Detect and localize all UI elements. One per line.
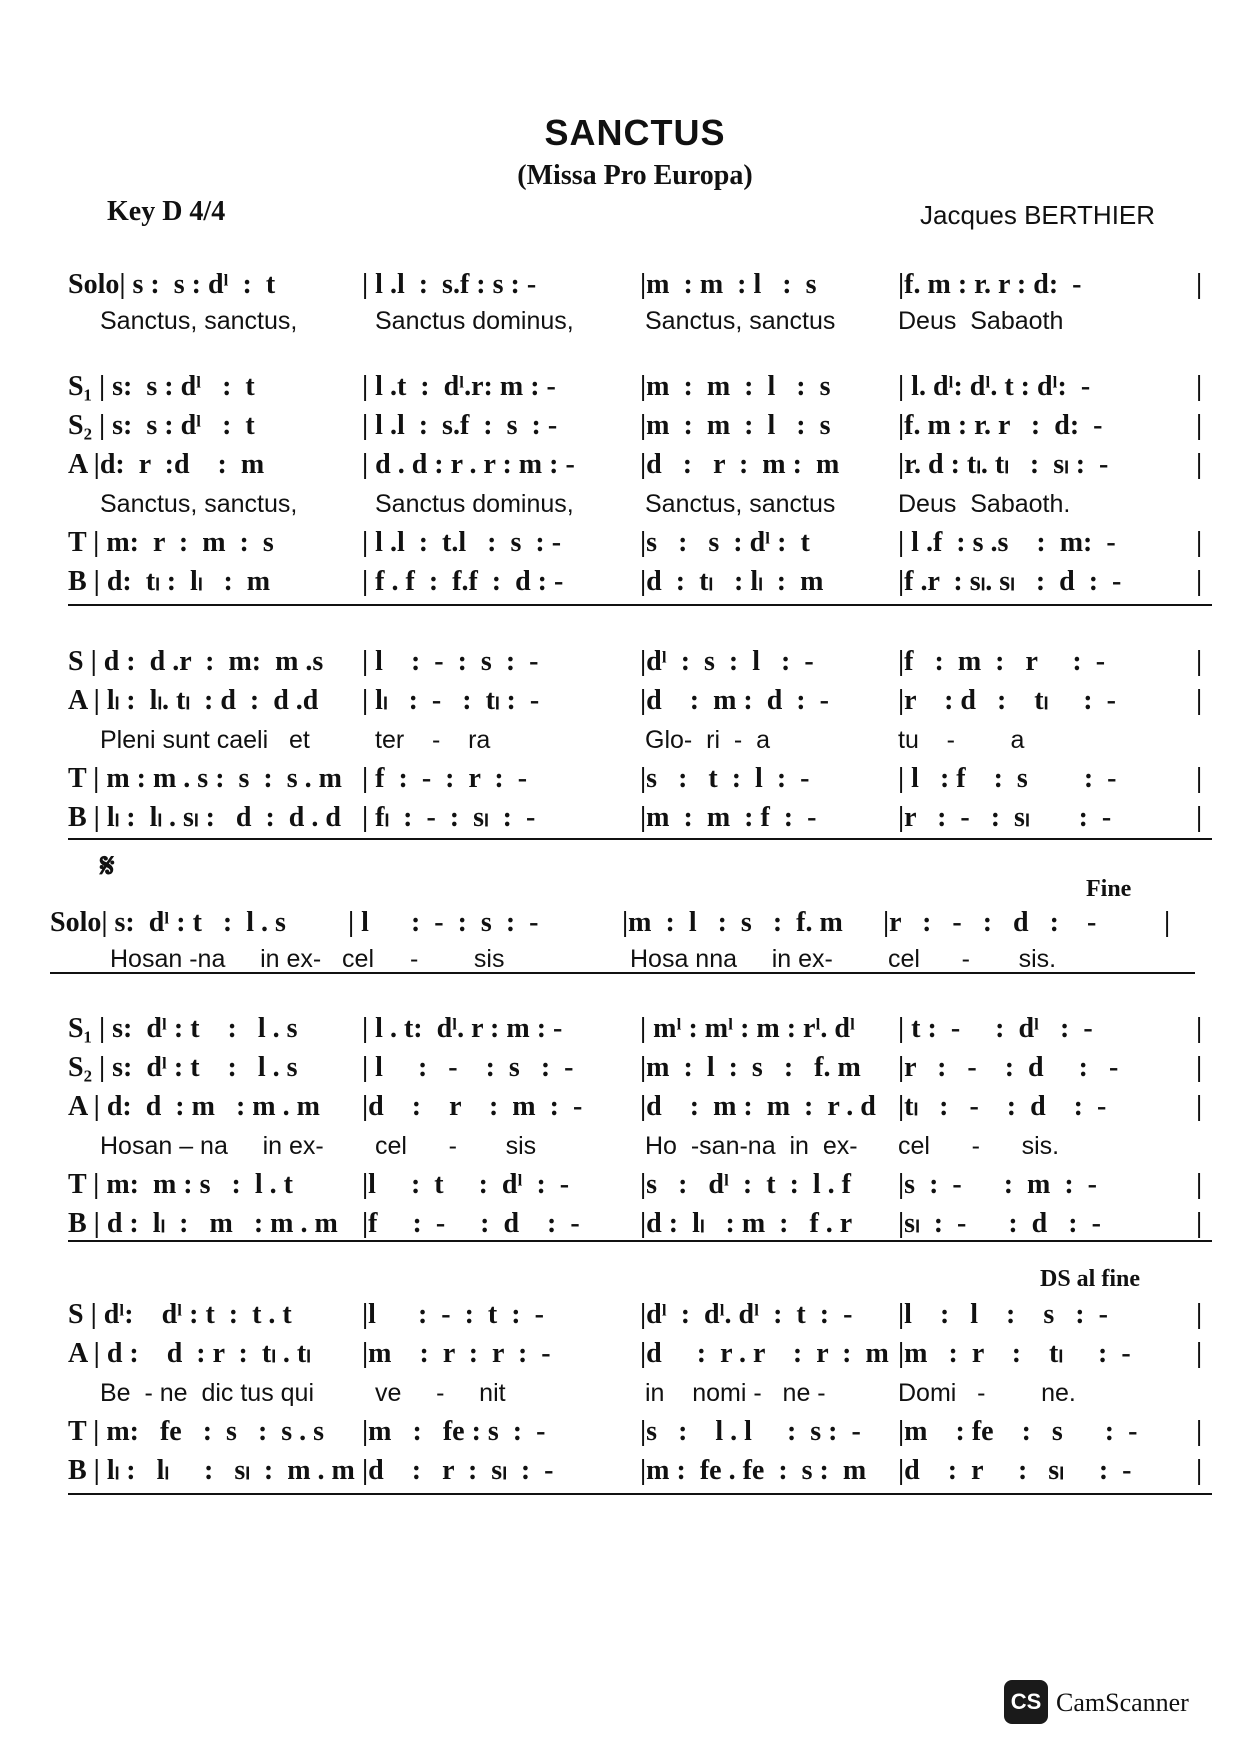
measure: |f .r : sₗ. sₗ : d : - [898, 566, 1122, 597]
lyric-segment: Sanctus dominus, [375, 307, 574, 335]
measure: | l .l : t.l : s : - [362, 527, 562, 558]
measure: |m : fe : s : - [362, 1416, 546, 1447]
measure: |l : l : s : - [898, 1299, 1108, 1330]
measure: |d : r : m : m [640, 449, 840, 480]
camscanner-label: CamScanner [1056, 1688, 1189, 1717]
measure: |s : t : l : - [640, 763, 810, 794]
measure: | [1196, 1299, 1203, 1330]
measure: |r : d : tₗ : - [898, 685, 1116, 716]
voice-line [0, 268, 1240, 302]
measure: |f. m : r. r : d: - [898, 269, 1082, 300]
lyric-segment: Hosa nna in ex- [630, 945, 833, 973]
measure: | [1196, 269, 1203, 300]
measure: |m : l : s : f. m [622, 907, 843, 938]
measure: |f. m : r. r : d: - [898, 410, 1103, 441]
lyric-segment: ve - nit [375, 1379, 506, 1407]
measure: | l .t : dˡ.r: m : - [362, 371, 556, 402]
voice-line [0, 1415, 1240, 1449]
voice-line [0, 1012, 1240, 1046]
voice-line [0, 526, 1240, 560]
measure: |r : - : d : - [898, 1052, 1119, 1083]
fine-mark: Fine [1086, 876, 1132, 902]
voice-line [0, 645, 1240, 679]
lyric-segment: Sanctus, sanctus, [100, 490, 298, 518]
measure: |sₗ : - : d : - [898, 1208, 1101, 1239]
measure: |s : dˡ : t : l . f [640, 1169, 851, 1200]
key-signature: Key D 4/4 [107, 196, 226, 227]
measure: B | d: tₗ : lₗ : m [68, 566, 271, 597]
page-title: SANCTUS [544, 112, 726, 153]
measure: | l . t: dˡ. r : m : - [362, 1013, 563, 1044]
lyrics-line [0, 304, 1240, 338]
voice-line [0, 1090, 1240, 1124]
measure: | l .l : s.f : s : - [362, 269, 537, 300]
measure: S₁ | s: dˡ : t : l . s [68, 1013, 298, 1044]
measure: |m : m : l : s [640, 269, 817, 300]
measure: S₂ | s: s : dˡ : t [68, 410, 255, 441]
measure: |dˡ : s : l : - [640, 646, 814, 677]
measure: A | d: d : m : m . m [68, 1091, 320, 1122]
voice-line [0, 370, 1240, 404]
measure: | l : f : s : - [898, 763, 1117, 794]
measure: B | lₗ : lₗ . sₗ : d : d . d [68, 802, 341, 833]
measure: S₂ | s: dˡ : t : l . s [68, 1052, 298, 1083]
measure: |f : m : r : - [898, 646, 1106, 677]
lyric-segment: cel - sis. [888, 945, 1057, 973]
measure: A | lₗ : lₗ. tₗ : d : d .d [68, 685, 319, 716]
lyric-segment: Deus Sabaoth [898, 307, 1064, 335]
lyric-segment: in nomi - ne - [645, 1379, 826, 1407]
voice-line [0, 409, 1240, 443]
measure: |m : l : s : f. m [640, 1052, 861, 1083]
lyrics-line [0, 942, 1240, 976]
measure: |s : s : dˡ : t [640, 527, 810, 558]
measure: | l : - : s : - [362, 646, 539, 677]
measure: A |d: r :d : m [68, 449, 265, 480]
lyric-segment: - sis [410, 945, 505, 973]
measure: |d : r : sₗ : - [362, 1455, 554, 1486]
measure: |s : l . l : s : - [640, 1416, 861, 1447]
measure: Solo| s : s : dˡ : t [68, 269, 276, 300]
measure: | [1196, 1091, 1203, 1122]
measure: | [1196, 566, 1203, 597]
measure: | [1196, 1169, 1203, 1200]
measure: |d : r . r : r : m [640, 1338, 889, 1369]
lyric-segment: Sanctus dominus, [375, 490, 574, 518]
lyric-segment: Deus Sabaoth. [898, 490, 1071, 518]
ds-al-fine-mark: DS al fine [1040, 1266, 1141, 1292]
measure: |m : m : l : s [640, 371, 831, 402]
system-divider [68, 838, 1212, 840]
measure: S | d : d .r : m: m .s [68, 646, 324, 677]
voice-line [0, 565, 1240, 599]
lyric-segment: cel - sis [375, 1132, 537, 1160]
measure: | [1196, 1052, 1203, 1083]
measure: B | d : lₗ : m : m . m [68, 1208, 338, 1239]
measure: |m : fe : s : - [898, 1416, 1138, 1447]
measure: | [1196, 763, 1203, 794]
measure: T | m: m : s : l . t [68, 1169, 293, 1200]
lyric-segment: Sanctus, sanctus, [100, 307, 298, 335]
lyrics-line [0, 723, 1240, 757]
measure: A | d : d : r : tₗ . tₗ [68, 1338, 311, 1369]
measure: |l : - : t : - [362, 1299, 544, 1330]
lyric-segment: Pleni sunt caeli et [100, 726, 310, 754]
lyric-segment: Hosan – na in ex- [100, 1132, 324, 1160]
measure: |d : m : d : - [640, 685, 829, 716]
measure: | l .f : s .s : m: - [898, 527, 1116, 558]
measure: | fₗ : - : sₗ : - [362, 802, 536, 833]
measure: | [1164, 907, 1171, 938]
voice-line [0, 801, 1240, 835]
measure: | [1196, 527, 1203, 558]
measure: | l .l : s.f : s : - [362, 410, 558, 441]
measure: | [1196, 410, 1203, 441]
measure: | [1196, 449, 1203, 480]
measure: S₁ | s: s : dˡ : t [68, 371, 255, 402]
measure: | [1196, 802, 1203, 833]
voice-line [0, 1051, 1240, 1085]
measure: S | dˡ: dˡ : t : t . t [68, 1299, 292, 1330]
lyrics-line [0, 1129, 1240, 1163]
voice-line [0, 762, 1240, 796]
voice-line [0, 684, 1240, 718]
voice-line [0, 1207, 1240, 1241]
measure: | [1196, 685, 1203, 716]
measure: | [1196, 646, 1203, 677]
measure: |m : r : tₗ : - [898, 1338, 1131, 1369]
measure: T | m: fe : s : s . s [68, 1416, 325, 1447]
lyric-segment: ter - ra [375, 726, 491, 754]
measure: | [1196, 371, 1203, 402]
measure: | [1196, 1338, 1203, 1369]
lyric-segment: tu - a [898, 726, 1025, 754]
segno-mark: 𝄋 [100, 848, 115, 885]
camscanner-logo: CS [1004, 1680, 1048, 1724]
measure: | d . d : r . r : m : - [362, 449, 575, 480]
voice-line [0, 1298, 1240, 1332]
measure: |d : r : m : - [362, 1091, 583, 1122]
lyric-segment: Domi - ne. [898, 1379, 1076, 1407]
measure: | [1196, 1013, 1203, 1044]
measure: |r. d : tₗ. tₗ : sₗ : - [898, 449, 1109, 480]
lyric-segment: Be - ne dic tus qui [100, 1379, 315, 1407]
lyric-segment: Ho -san-na in ex- [645, 1132, 858, 1160]
measure: |m : fe . fe : s : m [640, 1455, 867, 1486]
measure: | l. dˡ: dˡ. t : dˡ: - [898, 371, 1091, 402]
measure: | t : - : dˡ : - [898, 1013, 1093, 1044]
voice-line [0, 906, 1240, 940]
system-divider [68, 604, 1212, 606]
measure: |m : m : f : - [640, 802, 817, 833]
page-subtitle: (Missa Pro Europa) [517, 160, 753, 191]
measure: | [1196, 1416, 1203, 1447]
measure: | lₗ : - : tₗ : - [362, 685, 540, 716]
system-divider [68, 1493, 1212, 1495]
measure: |m : r : r : - [362, 1338, 551, 1369]
measure: | mˡ : mˡ : m : rˡ. dˡ [640, 1013, 855, 1044]
measure: |f : - : d : - [362, 1208, 580, 1239]
lyrics-line [0, 487, 1240, 521]
system-divider [68, 1240, 1212, 1242]
measure: |r : - : sₗ : - [898, 802, 1112, 833]
measure: | [1196, 1208, 1203, 1239]
system-divider [50, 972, 1195, 974]
measure: |tₗ : - : d : - [898, 1091, 1107, 1122]
measure: T | m : m . s : s : s . m [68, 763, 342, 794]
measure: |dˡ : dˡ. dˡ : t : - [640, 1299, 853, 1330]
measure: |d : r : sₗ : - [898, 1455, 1132, 1486]
measure: | f : - : r : - [362, 763, 528, 794]
measure: |d : lₗ : m : f . r [640, 1208, 853, 1239]
voice-line [0, 1168, 1240, 1202]
measure: T | m: r : m : s [68, 527, 274, 558]
measure: | [1196, 1455, 1203, 1486]
measure: |r : - : d : - [883, 907, 1097, 938]
composer: Jacques BERTHIER [920, 200, 1156, 230]
lyric-segment: Sanctus, sanctus [645, 490, 836, 518]
measure: |d : tₗ : lₗ : m [640, 566, 824, 597]
measure: |l : t : dˡ : - [362, 1169, 570, 1200]
measure: B | lₗ : lₗ : sₗ : m . m [68, 1455, 355, 1486]
voice-line [0, 1454, 1240, 1488]
voice-line [0, 448, 1240, 482]
lyric-segment: Glo- ri - a [645, 726, 771, 754]
measure: Solo| s: dˡ : t : l . s [50, 907, 286, 938]
measure: |m : m : l : s [640, 410, 831, 441]
measure: |d : m : m : r . d [640, 1091, 876, 1122]
measure: | l : - : s : - [348, 907, 539, 938]
lyrics-line [0, 1376, 1240, 1410]
lyric-segment: cel - sis. [898, 1132, 1060, 1160]
measure: | f . f : f.f : d : - [362, 566, 564, 597]
lyric-segment: Hosan -na in ex- cel [110, 945, 375, 973]
voice-line [0, 1337, 1240, 1371]
measure: |s : - : m : - [898, 1169, 1098, 1200]
lyric-segment: Sanctus, sanctus [645, 307, 836, 335]
measure: | l : - : s : - [362, 1052, 574, 1083]
